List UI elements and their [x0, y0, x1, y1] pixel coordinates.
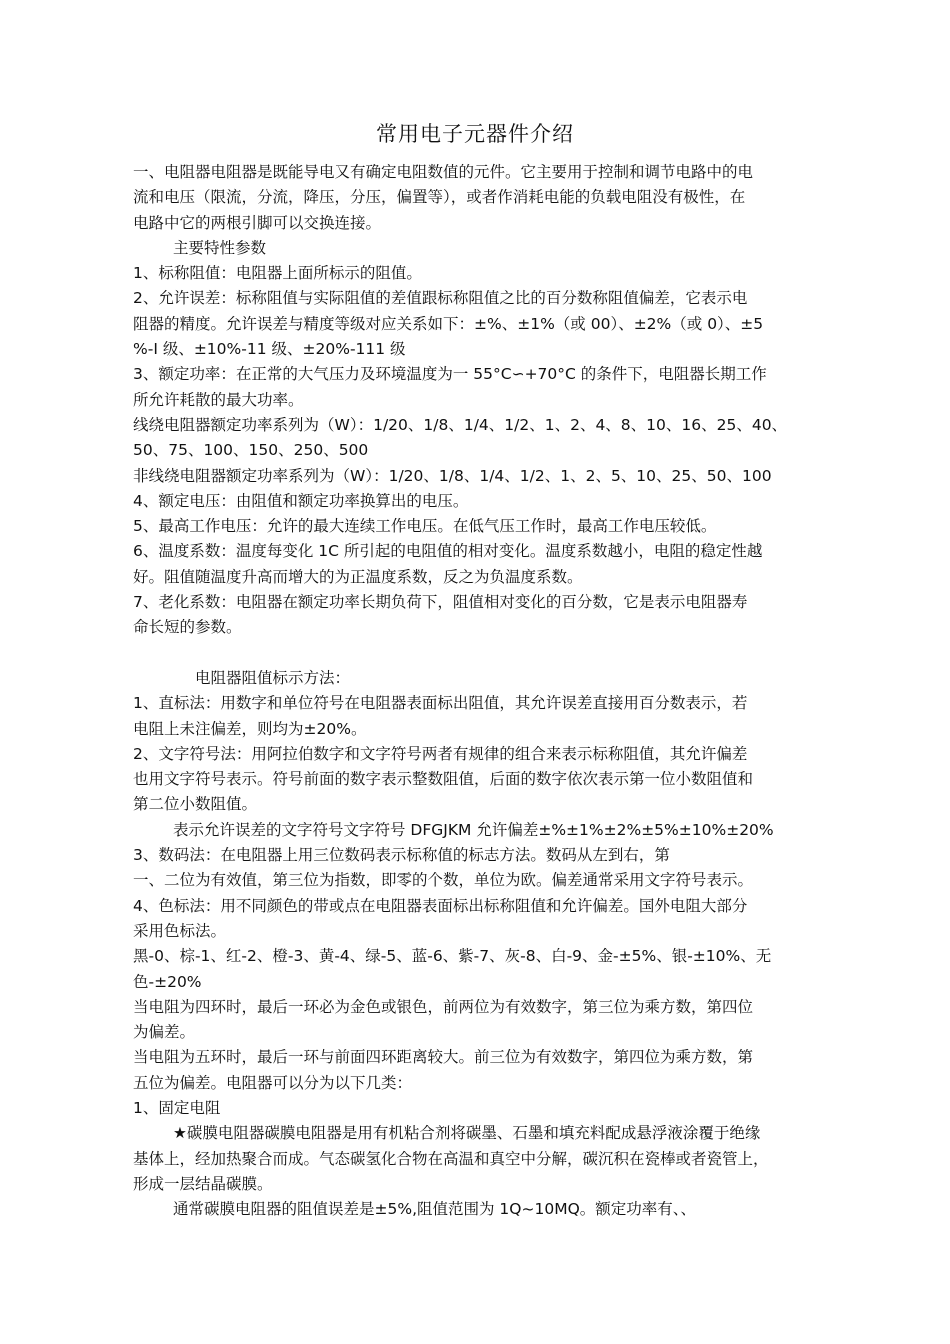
paragraph-line: 黑-0、棕-1、红-2、橙-3、黄-4、绿-5、蓝-6、紫-7、灰-8、白-9、金-±5%、银-±10%、无 — [133, 947, 772, 966]
paragraph-line: 1、直标法：用数字和单位符号在电阻器表面标出阻值，其允许误差直接用百分数表示，若 — [133, 694, 748, 713]
paragraph-line: 非线绕电阻器额定功率系列为（W）：1/20、1/8、1/4、1/2、1、2、5、10、25、50、100 — [133, 466, 772, 485]
paragraph-line: 2、文字符号法：用阿拉伯数字和文字符号两者有规律的组合来表示标称阻值，其允许偏差 — [133, 744, 748, 763]
paragraph-line: 一、二位为有效值，第三位为指数，即零的个数，单位为欧。偏差通常采用文字符号表示。 — [133, 871, 754, 890]
paragraph-line: 也用文字符号表示。符号前面的数字表示整数阻值，后面的数字依次表示第一位小数阻值和 — [133, 770, 754, 789]
paragraph-line: 3、额定功率：在正常的大气压力及环境温度为一 55°C∽+70°C 的条件下，电阻器长期工作 — [133, 365, 767, 384]
paragraph-line: 4、额定电压：由阻值和额定功率换算出的电压。 — [133, 491, 469, 510]
document-body — [133, 160, 833, 1222]
paragraph-line: 为偏差。 — [133, 1023, 196, 1042]
paragraph-line: ★碳膜电阻器碳膜电阻器是用有机粘合剂将碳墨、石墨和填充料配成悬浮液涂覆于绝缘 — [173, 1124, 761, 1143]
paragraph-line: 电路中它的两根引脚可以交换连接。 — [133, 213, 382, 232]
paragraph-line: 2、允许误差：标称阻值与实际阻值的差值跟标称阻值之比的百分数称阻值偏差，它表示电 — [133, 289, 748, 308]
paragraph-line: 3、数码法：在电阻器上用三位数码表示标称值的标志方法。数码从左到右，第 — [133, 846, 670, 865]
paragraph-line: 7、老化系数：电阻器在额定功率长期负荷下，阻值相对变化的百分数，它是表示电阻器寿 — [133, 593, 748, 612]
paragraph-line: 线绕电阻器额定功率系列为（W）：1/20、1/8、1/4、1/2、1、2、4、8、10、16、25、40、 — [133, 415, 788, 434]
paragraph-line: 5、最高工作电压：允许的最大连续工作电压。在低气压工作时，最高工作电压较低。 — [133, 517, 717, 536]
paragraph-line: 通常碳膜电阻器的阻值误差是±5%,阻值范围为 1Q~10MQ。额定功率有、、 — [173, 1200, 697, 1219]
section-heading: 电阻器阻值标示方法： — [195, 668, 351, 687]
paragraph-line: 1、标称阻值：电阻器上面所标示的阻值。 — [133, 264, 422, 283]
paragraph-line: 阻器的精度。允许误差与精度等级对应关系如下：±%、±1%（或 00）、±2%（或 0）、±5 — [133, 314, 764, 333]
paragraph-line: 好。阻值随温度升高而增大的为正温度系数，反之为负温度系数。 — [133, 567, 583, 586]
paragraph-line: 五位为偏差。电阻器可以分为以下几类： — [133, 1073, 413, 1092]
paragraph-line: 一、电阻器电阻器是既能导电又有确定电阻数值的元件。它主要用于控制和调节电路中的电 — [133, 163, 754, 181]
paragraph-line: 基体上，经加热聚合而成。气态碳氢化合物在高温和真空中分解，碳沉积在瓷棒或者瓷管上， — [133, 1149, 769, 1168]
paragraph-line: 当电阻为四环时，最后一环必为金色或银色，前两位为有效数字，第三位为乘方数，第四位 — [133, 997, 754, 1016]
section-heading: 主要特性参数 — [173, 238, 267, 257]
paragraph-line: 4、色标法：用不同颜色的带或点在电阻器表面标出标称阻值和允许偏差。国外电阻大部分 — [133, 896, 748, 915]
blank-line — [133, 641, 833, 666]
paragraph-line: 流和电压（限流，分流，降压，分压，偏置等），或者作消耗电能的负载电阻没有极性，在 — [133, 188, 746, 207]
paragraph-line: 第二位小数阻值。 — [133, 795, 258, 814]
paragraph-line: 表示允许误差的文字符号文字符号 DFGJKM 允许偏差±%±1%±2%±5%±10%±20% — [173, 820, 774, 839]
paragraph-line: 电阻上未注偏差，则均为±20%。 — [133, 719, 367, 738]
paragraph-line: 命长短的参数。 — [133, 618, 242, 637]
paragraph-line: 形成一层结晶碳膜。 — [133, 1174, 273, 1193]
paragraph-line: 1、固定电阻 — [133, 1098, 221, 1117]
paragraph-line: 采用色标法。 — [133, 921, 227, 940]
paragraph-line: 所允许耗散的最大功率。 — [133, 390, 304, 409]
paragraph-line: %-I 级、±10%-11 级、±20%-111 级 — [133, 340, 406, 359]
document-title: 常用电子元器件介绍 — [376, 122, 574, 146]
paragraph-line: 6、温度系数：温度每变化 1C 所引起的电阻值的相对变化。温度系数越小，电阻的稳定性越 — [133, 542, 763, 561]
paragraph-line: 色-±20% — [133, 972, 202, 991]
paragraph-line: 50、75、100、150、250、500 — [133, 441, 369, 460]
paragraph-line: 当电阻为五环时，最后一环与前面四环距离较大。前三位为有效数字，第四位为乘方数，第 — [133, 1048, 754, 1067]
